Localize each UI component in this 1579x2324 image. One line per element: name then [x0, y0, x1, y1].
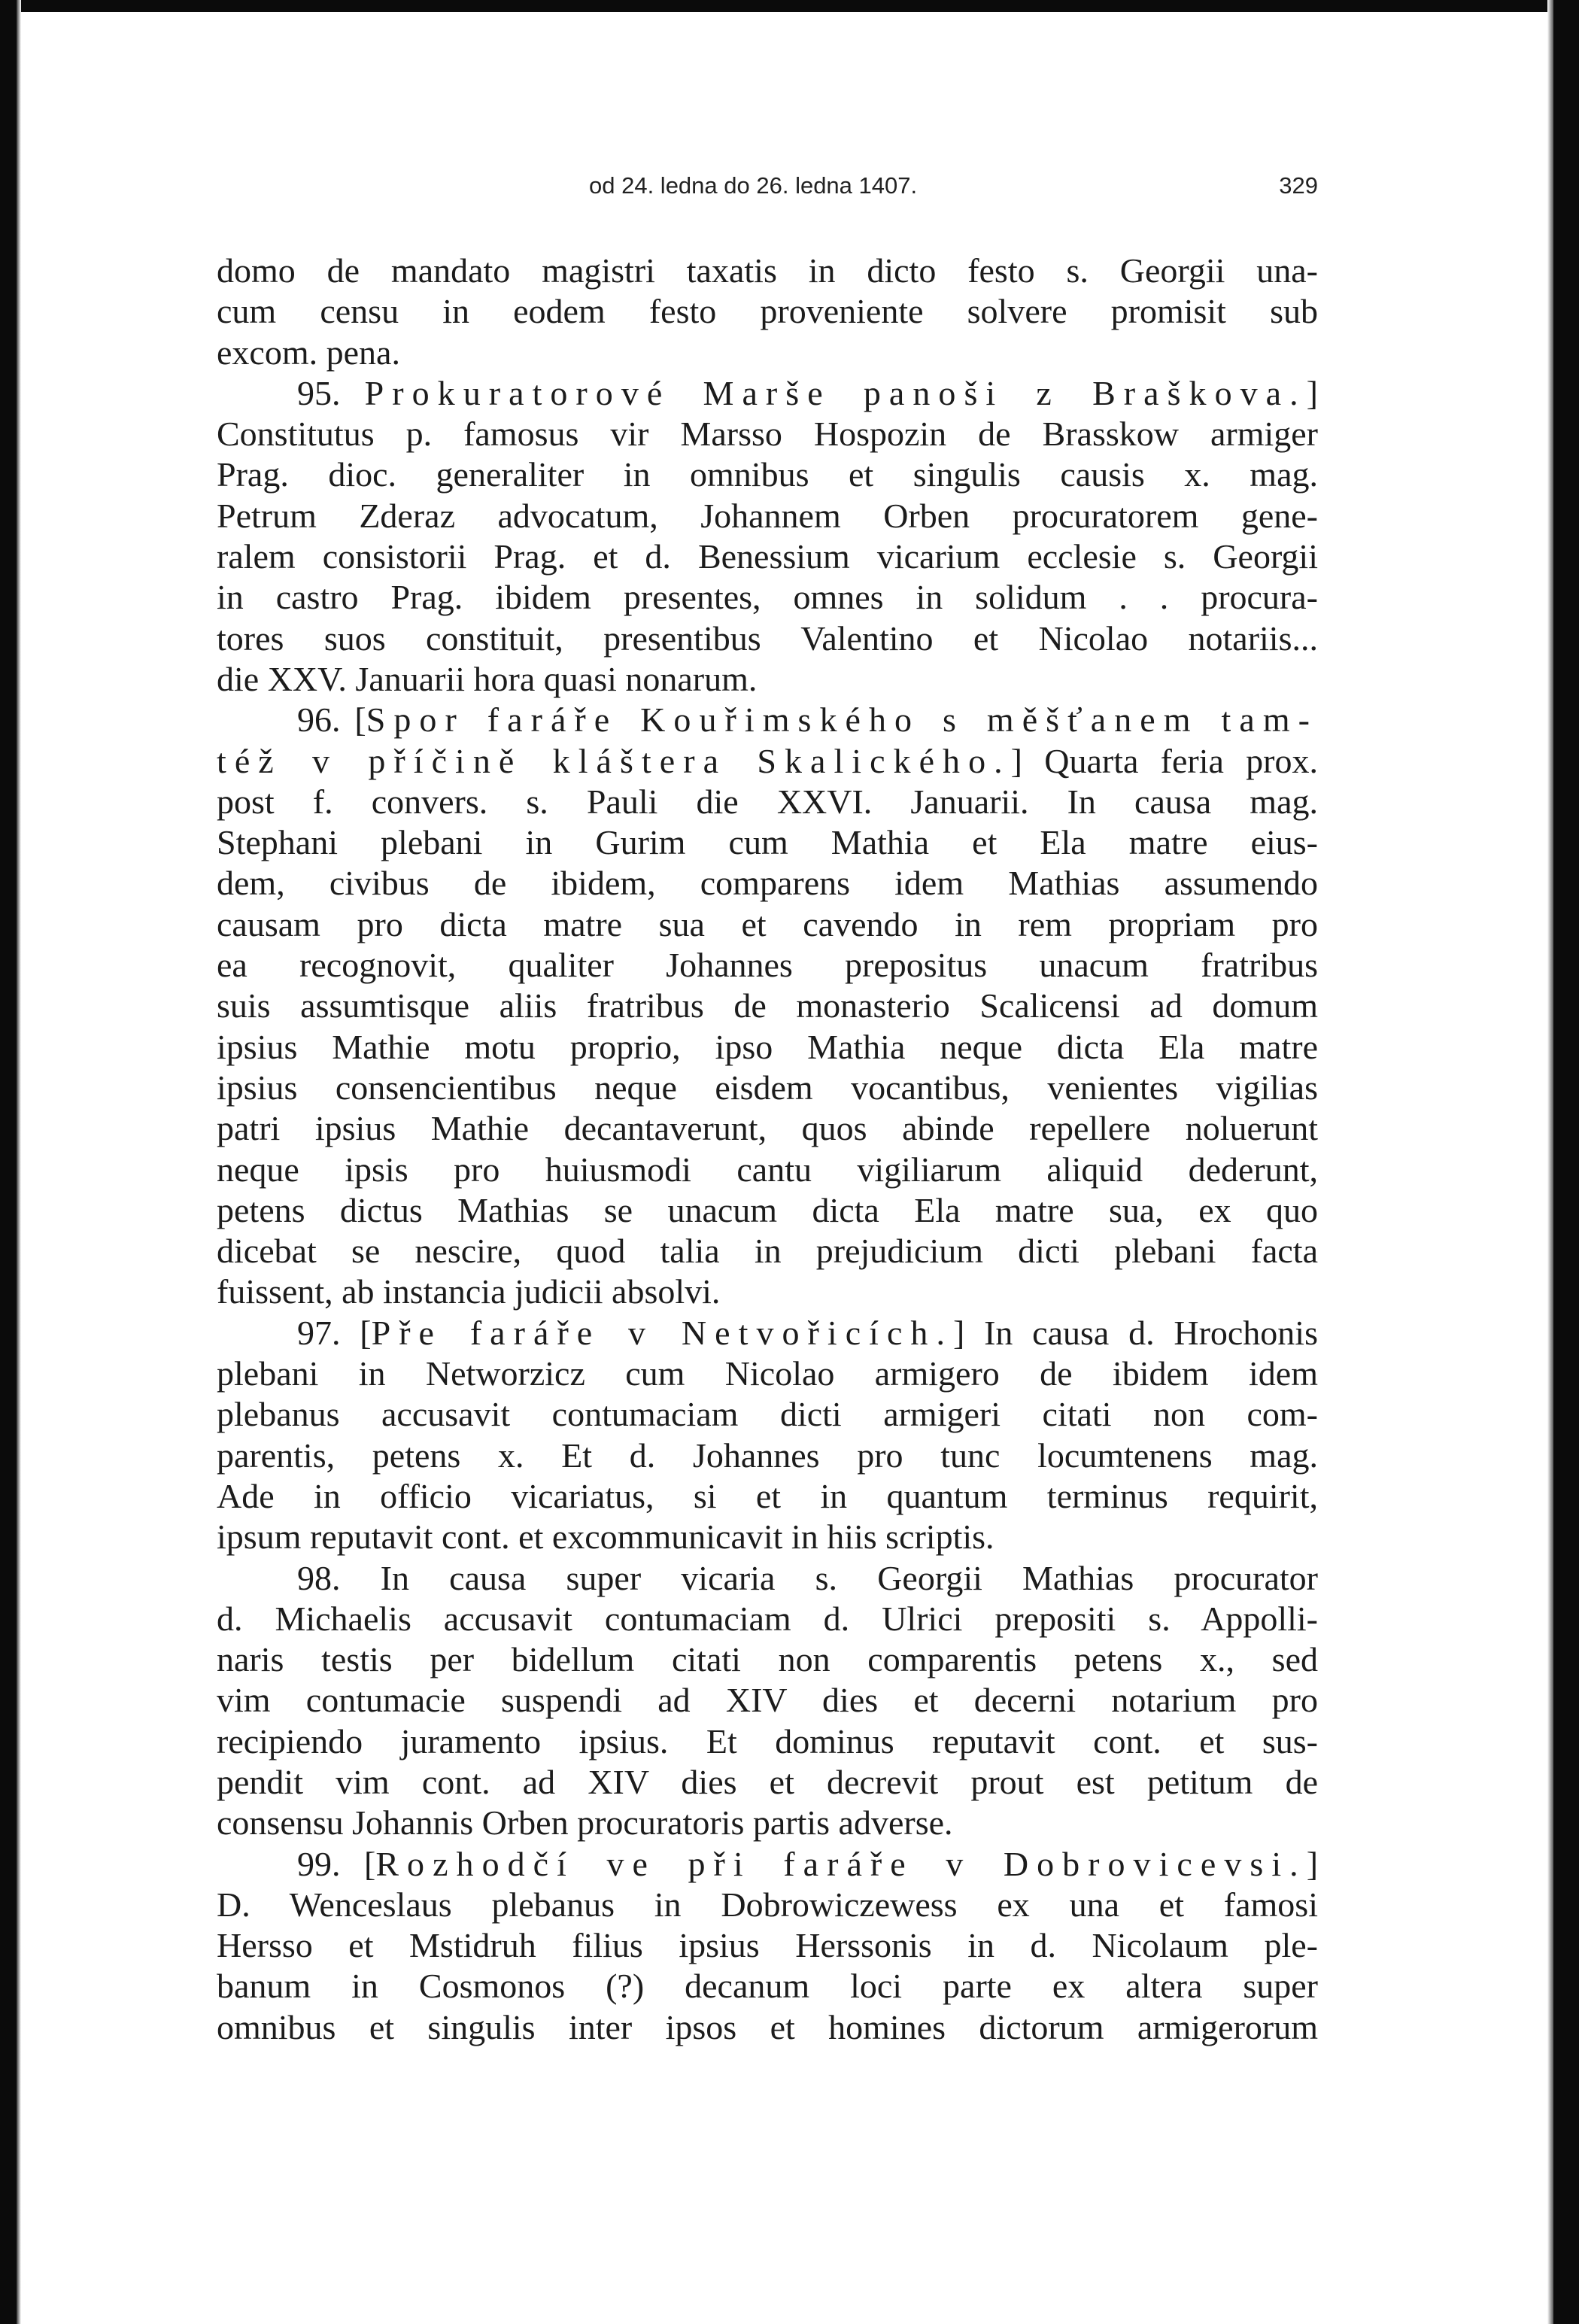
text-line [217, 496, 1318, 536]
text-line [217, 1925, 1318, 1966]
text-line [217, 251, 1318, 291]
line-text: Prag. dioc. generaliter in omnibus et singulis causis x. mag. [217, 455, 1318, 494]
line-text: plebani in Networzicz cum Nicolao armigero de ibidem idem [217, 1354, 1318, 1393]
page-header [217, 169, 1318, 207]
text-line [217, 1680, 1318, 1721]
text-line [217, 454, 1318, 495]
text-line [217, 618, 1318, 659]
line-text: plebanus accusavit contumaciam dicti armigeri citati non com- [217, 1395, 1318, 1434]
line-text: ipsum reputavit cont. et excommunicavit in hiis scriptis. [217, 1517, 994, 1557]
line-text: recipiendo juramento ipsius. Et dominus reputavit cont. et sus- [217, 1721, 1318, 1760]
scan-border-right [1553, 0, 1579, 2324]
spaced-heading-text: Spor faráře Kouřimského s měšťanem tam- [366, 700, 1318, 740]
text-line [217, 1885, 1318, 1925]
text-line [217, 1844, 1318, 1885]
text-line [217, 945, 1318, 986]
text-line [217, 741, 1318, 782]
line-text: ] [1306, 1844, 1319, 1883]
line-text: 98. In causa super vicaria s. Georgii Mathias procurator [297, 1558, 1318, 1597]
line-text: die XXV. Januarii hora quasi nonarum. [217, 659, 758, 698]
text-line [217, 1803, 1318, 1843]
text-line [217, 1027, 1318, 1068]
line-text: ipsius Mathie motu proprio, ipso Mathia neque dicta Ela matre [217, 1027, 1318, 1066]
line-text: Hersso et Mstidruh filius ipsius Herssonis in d. Nicolaum ple- [217, 1926, 1318, 1965]
text-line [217, 414, 1318, 454]
spaced-heading-text: Rozhodčí ve při faráře v Dobrovicevsi. [375, 1844, 1307, 1883]
line-text: parentis, petens x. Et d. Johannes pro tunc locumtenens mag. [217, 1435, 1318, 1475]
text-line [217, 986, 1318, 1026]
line-text: domo de mandato magistri taxatis in dicto festo s. Georgii una- [217, 251, 1318, 290]
line-text: ] In causa d. Hrochonis [953, 1313, 1318, 1352]
text-line [217, 1353, 1318, 1394]
line-text: Petrum Zderaz advocatum, Johannem Orben procuratorem gene- [217, 496, 1318, 535]
text-line [217, 1394, 1318, 1435]
line-text: patri ipsius Mathie decantaverunt, quos abinde repellere noluerunt [217, 1109, 1318, 1148]
line-text: d. Michaelis accusavit contumaciam d. Ulrici prepositi s. Appolli- [217, 1599, 1318, 1638]
line-text: naris testis per bidellum citati non comparentis petens x., sed [217, 1640, 1318, 1679]
text-line [217, 2007, 1318, 2048]
line-text: Ade in officio vicariatus, si et in quantum terminus requirit, [217, 1476, 1318, 1515]
line-text: omnibus et singulis inter ipsos et homines dictorum armigerorum [217, 2007, 1318, 2046]
text-line [217, 291, 1318, 332]
text-line [217, 700, 1318, 740]
line-text: petens dictus Mathias se unacum dicta Ela matre sua, ex quo [217, 1190, 1318, 1229]
line-text: causam pro dicta matre sua et cavendo in rem propriam pro [217, 904, 1318, 943]
text-line [217, 1639, 1318, 1680]
text-line [217, 1435, 1318, 1476]
page-number: 329 [1279, 172, 1318, 199]
text-line [217, 1476, 1318, 1517]
text-line [217, 1762, 1318, 1803]
line-text: ipsius consencientibus neque eisdem vocantibus, venientes vigilias [217, 1068, 1318, 1107]
line-text: D. Wenceslaus plebanus in Dobrowiczewess ex una et famosi [217, 1885, 1318, 1924]
line-text: 95. [297, 373, 365, 412]
text-line [217, 1599, 1318, 1639]
line-text: cum censu in eodem festo proveniente solvere promisit sub [217, 292, 1318, 331]
text-line [217, 1150, 1318, 1190]
line-text: tores suos constituit, presentibus Valentino et Nicolao notariis... [217, 618, 1318, 658]
line-text: ] Quarta feria prox. [1010, 741, 1318, 780]
line-text: vim contumacie suspendi ad XIV dies et decerni notarium pro [217, 1681, 1318, 1720]
text-line [217, 659, 1318, 700]
text-line [217, 904, 1318, 945]
text-line [217, 577, 1318, 618]
line-text: consensu Johannis Orben procuratoris partis adverse. [217, 1803, 953, 1842]
text-line [217, 333, 1318, 373]
line-text: Constitutus p. famosus vir Marsso Hospozin de Brasskow armiger [217, 415, 1318, 454]
line-text: banum in Cosmonos (?) decanum loci parte ex altera super [217, 1967, 1318, 2006]
line-text: ea recognovit, qualiter Johannes prepositus unacum fratribus [217, 946, 1318, 985]
line-text: dicebat se nescire, quod talia in prejudicium dicti plebani facta [217, 1232, 1318, 1271]
text-line [217, 373, 1318, 414]
scan-border-top [0, 0, 1579, 12]
line-text: 96. [ [297, 700, 366, 740]
body-text [217, 251, 1318, 2048]
line-text: excom. pena. [217, 333, 400, 372]
line-text: in castro Prag. ibidem presentes, omnes in solidum . . procura- [217, 578, 1318, 617]
line-text: Stephani plebani in Gurim cum Mathia et Ela matre eius- [217, 823, 1318, 862]
text-line [217, 782, 1318, 822]
line-text: dem, civibus de ibidem, comparens idem Mathias assumendo [217, 864, 1318, 903]
line-text: fuissent, ab instancia judicii absolvi. [217, 1272, 721, 1311]
text-line [217, 1558, 1318, 1599]
line-text: pendit vim cont. ad XIV dies et decrevit prout est petitum de [217, 1762, 1318, 1801]
line-text: ] [1306, 373, 1318, 412]
text-line [217, 1966, 1318, 2007]
line-text: 97. [ [297, 1313, 372, 1352]
text-line [217, 1190, 1318, 1231]
text-line [217, 863, 1318, 904]
line-text: neque ipsis pro huiusmodi cantu vigiliarum aliquid dederunt, [217, 1150, 1318, 1189]
text-line [217, 1517, 1318, 1557]
scan-border-left [0, 0, 17, 2324]
text-line [217, 1068, 1318, 1108]
text-line [217, 536, 1318, 577]
line-text: 99. [ [297, 1844, 376, 1883]
text-line [217, 1231, 1318, 1271]
text-line [217, 1108, 1318, 1149]
running-title: od 24. ledna do 26. ledna 1407. [589, 172, 918, 199]
spaced-heading-text: Pře faráře v Netvořicích. [371, 1313, 954, 1352]
text-line [217, 1271, 1318, 1312]
text-line [217, 1313, 1318, 1353]
line-text: ralem consistorii Prag. et d. Benessium vicarium ecclesie s. Georgii [217, 537, 1318, 576]
text-line [217, 822, 1318, 863]
spaced-heading-text: též v příčině kláštera Skalického. [217, 741, 1011, 780]
line-text: suis assumtisque aliis fratribus de monasterio Scalicensi ad domum [217, 986, 1318, 1025]
line-text: post f. convers. s. Pauli die XXVI. Januarii. In causa mag. [217, 782, 1318, 821]
spaced-heading-text: Prokuratorové Marše panoši z Braškova. [364, 373, 1307, 412]
text-line [217, 1721, 1318, 1762]
